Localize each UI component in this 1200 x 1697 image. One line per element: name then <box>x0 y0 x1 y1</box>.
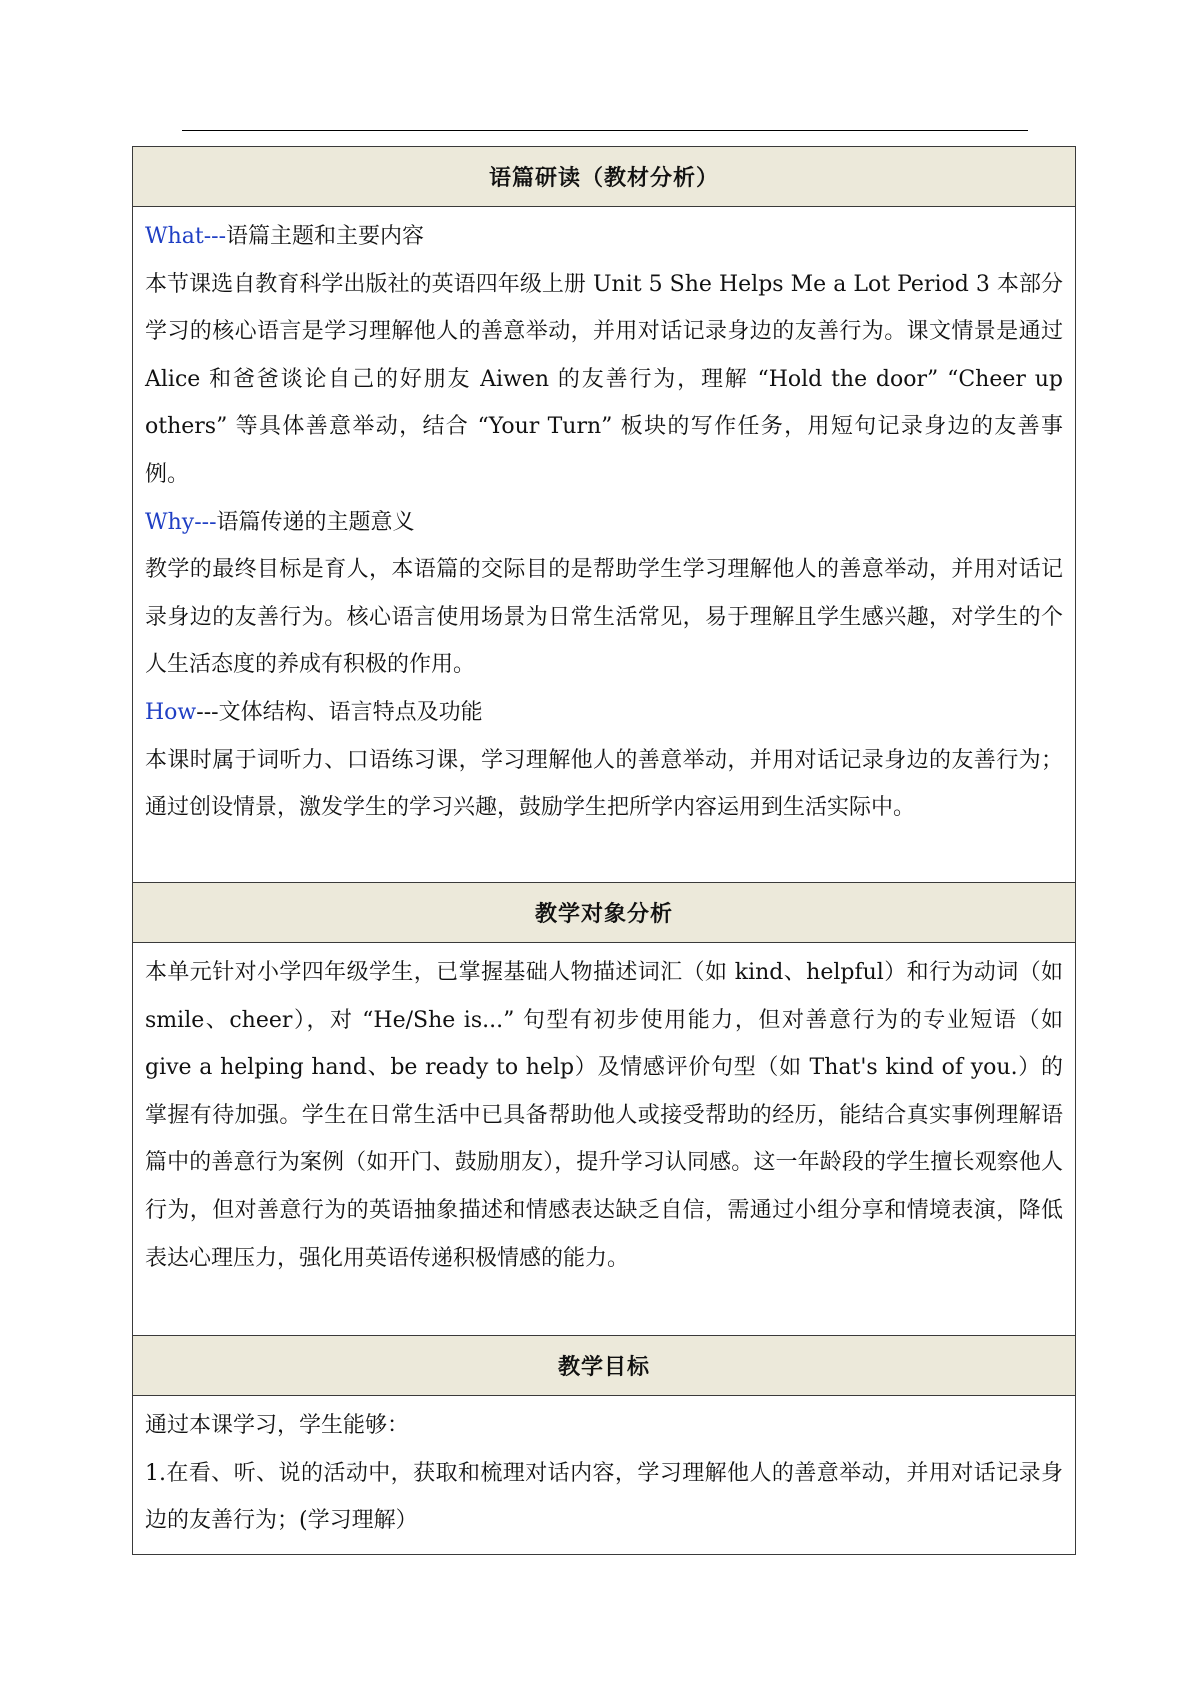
why-heading <box>145 499 1063 547</box>
section-header-teaching-goals <box>133 1336 1075 1396</box>
section-title: 语篇研读（教材分析） <box>488 166 719 191</box>
student-analysis-paragraph: 本单元针对小学四年级学生，已掌握基础人物描述词汇（如 kind、helpful）和行为动词（如 smile、cheer），对 “He/She is...” 句型有初步使用能力，但对善意行为的专业短语（如 give a helping hand、be ready to help）及情感评价句型（如 That's kind of you.）的掌握有待加强。学生在日常生活中已具备帮助他人或接受帮助的经历，能结合真实事例理解语篇中的善意行为案例（如开门、鼓励朋友），提升学习认同感。这一年龄段的学生擅长观察他人行为，但对善意行为的英语抽象描述和情感表达缺乏自信，需通过小组分享和情境表演，降低表达心理压力，强化用英语传递积极情感的能力。 <box>145 960 1063 1271</box>
goals-intro: 通过本课学习，学生能够： <box>145 1413 410 1438</box>
section-header-text-analysis <box>133 147 1075 207</box>
what-paragraph: 本节课选自教育科学出版社的英语四年级上册 Unit 5 She Helps Me a Lot Period 3 本部分学习的核心语言是学习理解他人的善意举动，并用对话记录身边的友善行为。课文情景是通过 Alice 和爸爸谈论自己的好朋友 Aiwen 的友善行为，理解 “Hold the door” “Cheer up others” 等具体善意举动，结合 “Your Turn” 板块的写作任务，用短句记录身边的友善事例。 <box>145 271 1063 487</box>
section-title: 教学对象分析 <box>534 902 673 927</box>
what-heading <box>145 213 1063 261</box>
how-heading <box>145 689 1063 737</box>
how-label: ---文体结构、语言特点及功能 <box>196 699 483 725</box>
section-title: 教学目标 <box>557 1355 650 1380</box>
section-body-student-analysis <box>133 943 1075 1336</box>
why-label: 语篇传递的主题意义 <box>216 509 415 535</box>
header-rule <box>182 130 1028 131</box>
goal-item-1: 1.在看、听、说的活动中，获取和梳理对话内容，学习理解他人的善意举动，并用对话记录身边的友善行为；(学习理解） <box>145 1460 1063 1534</box>
why-keyword: Why--- <box>145 509 217 535</box>
what-keyword: What--- <box>145 224 227 249</box>
lesson-plan-table <box>132 146 1076 1555</box>
section-header-student-analysis <box>133 883 1075 943</box>
how-keyword: How <box>145 699 197 725</box>
section-body-text-analysis <box>133 207 1075 883</box>
why-paragraph: 教学的最终目标是育人，本语篇的交际目的是帮助学生学习理解他人的善意举动，并用对话记录身边的友善行为。核心语言使用场景为日常生活常见，易于理解且学生感兴趣，对学生的个人生活态度的养成有积极的作用。 <box>145 557 1063 678</box>
what-label: 语篇主题和主要内容 <box>226 224 425 249</box>
how-paragraph: 本课时属于词听力、口语练习课，学习理解他人的善意举动，并用对话记录身边的友善行为；通过创设情景，激发学生的学习兴趣，鼓励学生把所学内容运用到生活实际中。 <box>145 747 1063 821</box>
section-body-teaching-goals <box>133 1396 1075 1554</box>
